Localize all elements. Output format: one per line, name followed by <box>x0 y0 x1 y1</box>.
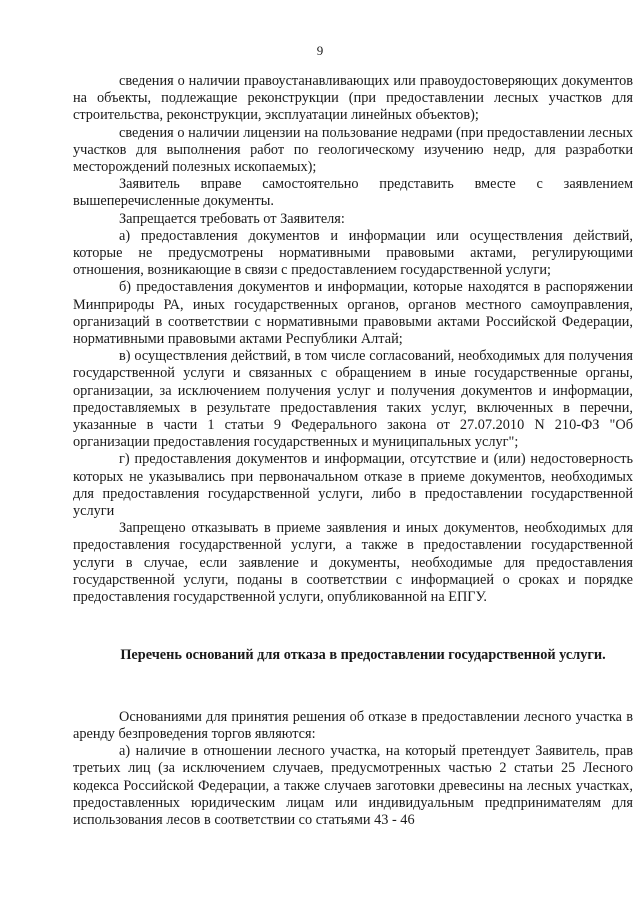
paragraph: в) осуществления действий, в том числе согласований, необходимых для получения государственной услуги и связанных с обращением в иные государственные органы, организации, за исключением получения услуг и получения документов и информации, предоставляемых в результате предоставления таких услуг, включенных в перечни, указанные в части 1 статьи 9 Федерального закона от 27.07.2010 N 210-ФЗ "Об организации предоставления государственных и муниципальных услуг"; <box>73 348 633 451</box>
section-heading: Перечень оснований для отказа в предоставлении государственной услуги. <box>120 647 606 664</box>
page-number: 9 <box>316 43 324 58</box>
paragraph: а) наличие в отношении лесного участка, на который претендует Заявитель, прав третьих лиц (за исключением случаев, предусмотренных частью 2 статьи 25 Лесного кодекса Российской Федерации, а также случаев заготовки древесины на лесных участках, предоставленных юридическим лицам или индивидуальным предпринимателям для использования лесов в соответствии со статьями 43 - 46 <box>73 743 633 829</box>
paragraph: Основаниями для принятия решения об отказе в предоставлении лесного участка в аренду безпроведения торгов являются: <box>73 708 633 742</box>
paragraph: г) предоставления документов и информации, отсутствие и (или) недостоверность которых не указывались при первоначальном отказе в приеме документов, необходимых для предоставления государственной услуги, либо в предоставлении государственной услуги <box>73 451 633 520</box>
paragraph: Запрещается требовать от Заявителя: <box>119 210 345 227</box>
paragraph: сведения о наличии лицензии на пользование недрами (при предоставлении лесных участков для выполнения работ по геологическому изучению недр, для разработки месторождений полезных ископаемых); <box>73 124 633 176</box>
document-body <box>73 73 633 829</box>
paragraph: б) предоставления документов и информации, которые находятся в распоряжении Минприроды РА, иных государственных органов, органов местного самоуправления, организаций в соответствии с нормативными правовыми актами Российской Федерации, нормативными правовыми актами Республики Алтай; <box>73 279 633 348</box>
paragraph: сведения о наличии правоустанавливающих или правоудостоверяющих документов на объекты, подлежащие реконструкции (при предоставлении лесных участков для строительства, реконструкции, эксплуатации линейных объектов); <box>73 73 633 124</box>
paragraph: а) предоставления документов и информации или осуществления действий, которые не предусмотрены нормативными правовыми актами, регулирующими отношения, возникающие в связи с предоставлением государственной услуги; <box>73 227 633 279</box>
paragraph: Запрещено отказывать в приеме заявления и иных документов, необходимых для предоставления государственной услуги, а также в предоставлении государственной услуги в случае, если заявление и документы, необходимые для предоставления государственной услуги, поданы в соответствии с информацией о сроках и порядке предоставления государственной услуги, опубликованной на ЕПГУ. <box>73 520 633 606</box>
paragraph: Заявитель вправе самостоятельно представить вместе с заявлением вышеперечисленные документы. <box>73 176 633 210</box>
